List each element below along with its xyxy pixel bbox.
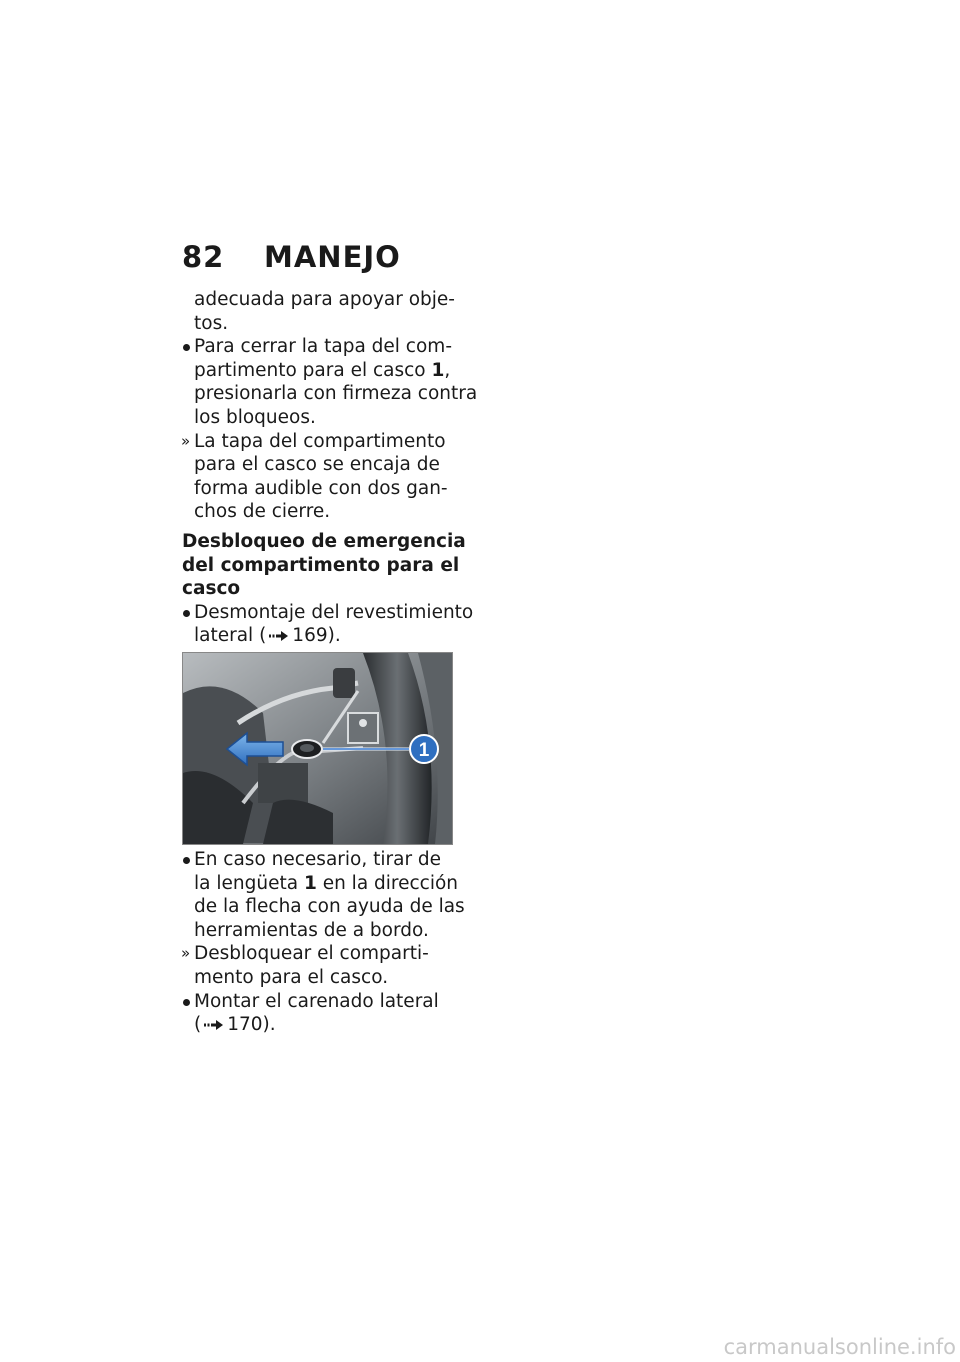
text-line: Desbloquear el comparti-: [194, 943, 429, 965]
page-reference-arrow-icon: [269, 631, 289, 641]
callout-ref: 1: [431, 359, 445, 381]
text-column-top: [181, 288, 478, 648]
text-segment: partimento para el casco: [194, 359, 432, 381]
text-segment: ,: [444, 359, 451, 381]
figure-callout-label: 1: [418, 740, 430, 761]
bullet-item-pull-tab: [182, 848, 465, 942]
text-segment: lateral (: [194, 625, 267, 647]
heading-line: casco: [182, 578, 241, 600]
text-segment: la lengüeta: [194, 872, 304, 894]
text-line: En caso necesario, tirar de: [194, 849, 442, 870]
emergency-release-illustration: [183, 653, 452, 844]
text-line: [194, 624, 454, 648]
text-line: Montar el carenado lateral: [194, 990, 439, 1012]
text-line: [194, 1013, 454, 1037]
bullet-icon: [183, 857, 190, 864]
text-line: presionarla con firmeza contra: [194, 383, 478, 405]
bullet-item-refit-fairing: [182, 990, 454, 1037]
page-ref-number: 170).: [227, 1014, 276, 1036]
subsection-heading: [182, 530, 466, 601]
page-reference-arrow-icon: [204, 1020, 224, 1030]
callout-ref: 1: [303, 872, 317, 894]
page-number: 82: [182, 240, 225, 274]
text-line: Para cerrar la tapa del com-: [194, 336, 452, 358]
text-line: forma audible con dos gan-: [194, 477, 448, 499]
text-line: para el casco se encaja de: [194, 454, 440, 476]
text-line: Desmontaje del revestimiento: [194, 601, 474, 623]
bullet-icon: [183, 999, 190, 1006]
watermark: carmanualsonline.info: [723, 1335, 956, 1359]
section-title: MANEJO: [264, 240, 401, 274]
result-item-lid-locks: [182, 430, 454, 524]
text-line: herramientas de a bordo.: [194, 919, 429, 941]
text-segment: (: [194, 1014, 202, 1036]
text-line: de la flecha con ayuda de las: [194, 896, 465, 918]
figure-helmet-compartment: [182, 652, 453, 845]
text-line: [194, 872, 459, 896]
bullet-icon: [183, 610, 190, 617]
bullet-icon: [183, 344, 190, 351]
bullet-item-close-lid: [182, 335, 478, 429]
text-line: adecuada para apoyar obje-: [194, 289, 455, 310]
text-line: tos.: [194, 312, 229, 334]
result-arrow-icon: »: [181, 944, 191, 963]
result-item-unlock: [182, 942, 454, 989]
text-line: La tapa del compartimento: [194, 430, 446, 452]
result-arrow-icon: »: [181, 431, 191, 450]
heading-line: Desbloqueo de emergencia: [182, 530, 466, 552]
text-line: chos de cierre.: [194, 501, 331, 523]
heading-line: del compartimento para el: [182, 554, 460, 576]
bullet-item-remove-panel: [182, 601, 474, 648]
text-line: los bloqueos.: [194, 406, 316, 428]
text-line: [194, 359, 454, 383]
text-segment: en la dirección: [316, 872, 459, 894]
continuation-text: [182, 288, 454, 335]
text-line: mento para el casco.: [194, 966, 389, 988]
page-ref-number: 169).: [292, 625, 341, 647]
text-column-bottom: [181, 848, 465, 1037]
